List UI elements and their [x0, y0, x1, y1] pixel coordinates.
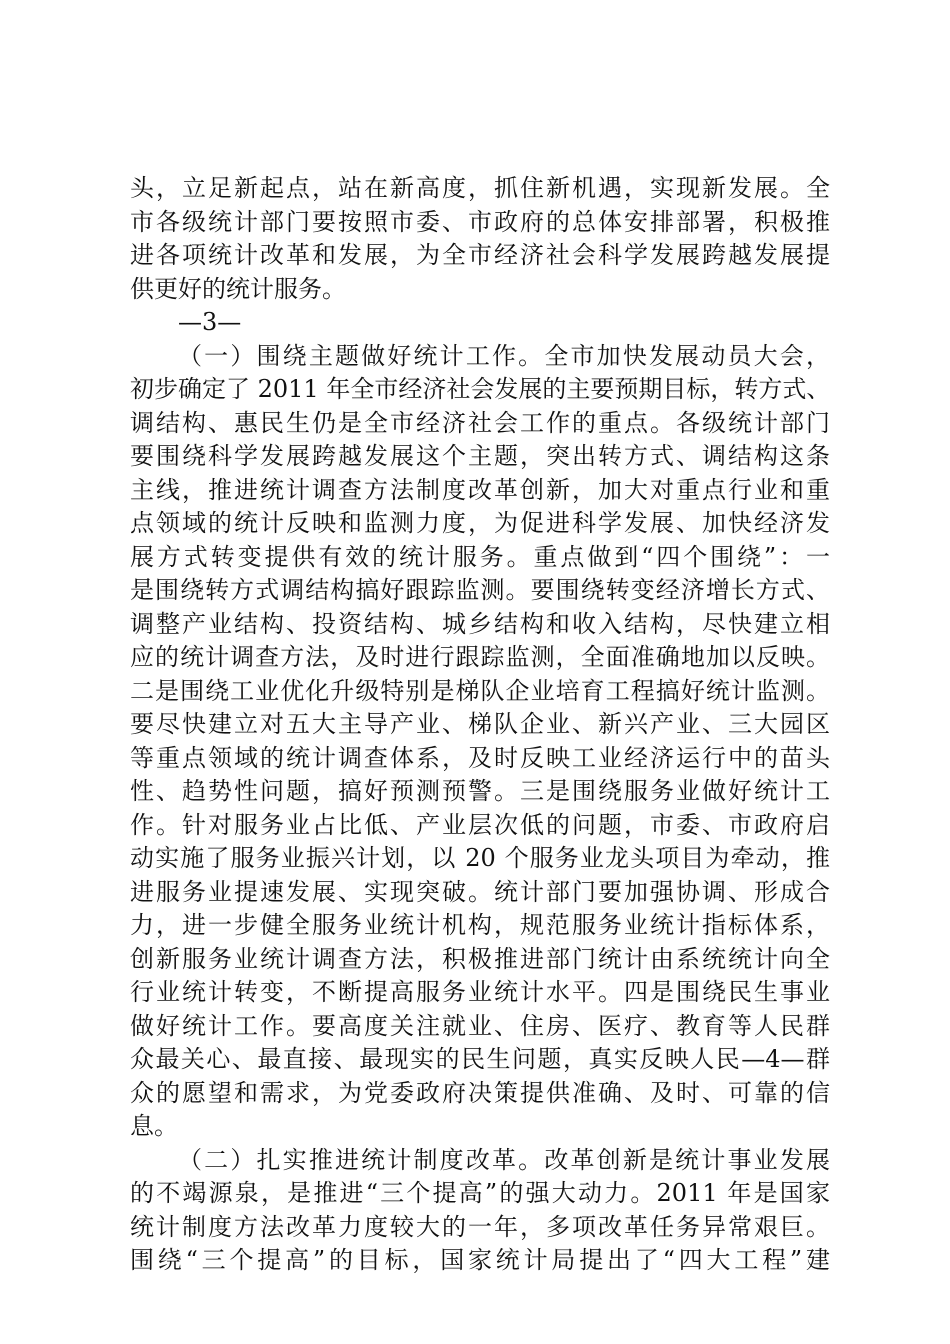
text-line: 息。	[130, 1112, 178, 1140]
text-line: 作。针对服务业占比低、产业层次低的问题，市委、市政府启	[130, 810, 830, 839]
text-line: 点领域的统计反映和监测力度，为促进科学发展、加快经济发	[130, 509, 830, 537]
text-line: 动实施了服务业振兴计划，以 20 个服务业龙头项目为牵动，推	[130, 844, 830, 872]
text-line: 调结构、惠民生仍是全市经济社会工作的重点。各级统计部门	[130, 408, 830, 437]
text-line: 是围绕转方式调结构搞好跟踪监测。要围绕转变经济增长方式、	[130, 576, 830, 604]
text-line: 的不竭源泉，是推进“三个提高”的强大动力。2011 年是国家	[130, 1179, 830, 1207]
text-line: 行业统计转变，不断提高服务业统计水平。四是围绕民生事业	[130, 978, 830, 1006]
text-line: 初步确定了 2011 年全市经济社会发展的主要预期目标，转方式、	[130, 375, 831, 403]
body-text	[130, 172, 830, 1278]
text-line: 围绕“三个提高”的目标，国家统计局提出了“四大工程”建	[130, 1246, 830, 1274]
text-line: 要尽快建立对五大主导产业、梯队企业、新兴产业、三大园区	[130, 710, 830, 738]
text-line: 众的愿望和需求，为党委政府决策提供准确、及时、可靠的信	[130, 1078, 830, 1107]
paragraph-heading-line: （一）围绕主题做好统计工作。全市加快发展动员大会，	[178, 341, 830, 370]
page-number-marker: —3—	[178, 308, 242, 336]
text-line: 进服务业提速发展、实现突破。统计部门要加强协调、形成合	[130, 877, 830, 906]
text-line: 统计制度方法改革力度较大的一年，多项改革任务异常艰巨。	[130, 1212, 830, 1241]
text-line: 创新服务业统计调查方法，积极推进部门统计由系统统计向全	[130, 944, 830, 973]
text-line: 力，进一步健全服务业统计机构，规范服务业统计指标体系，	[130, 911, 830, 939]
text-line: 供更好的统计服务。	[130, 274, 346, 303]
text-line: 要围绕科学发展跨越发展这个主题，突出转方式、调结构这条	[130, 442, 830, 470]
text-line: 性、趋势性问题，搞好预测预警。三是围绕服务业做好统计工	[130, 777, 830, 805]
text-line: 市各级统计部门要按照市委、市政府的总体安排部署，积极推	[130, 207, 830, 236]
text-line: 主线，推进统计调查方法制度改革创新，加大对重点行业和重	[130, 475, 830, 504]
text-line: 调整产业结构、投资结构、城乡结构和收入结构，尽快建立相	[130, 609, 830, 638]
text-line: 进各项统计改革和发展，为全市经济社会科学发展跨越发展提	[130, 241, 830, 269]
text-line: 头，立足新起点，站在新高度，抓住新机遇，实现新发展。全	[130, 174, 830, 202]
text-line: 展方式转变提供有效的统计服务。重点做到“四个围绕”：一	[130, 542, 830, 571]
text-line: 应的统计调查方法，及时进行跟踪监测，全面准确地加以反映。	[130, 643, 830, 671]
text-line: 二是围绕工业优化升级特别是梯队企业培育工程搞好统计监测。	[130, 676, 830, 705]
text-line: 做好统计工作。要高度关注就业、住房、医疗、教育等人民群	[130, 1011, 830, 1040]
text-line: 众最关心、最直接、最现实的民生问题，真实反映人民—4—群	[130, 1045, 830, 1073]
paragraph-heading-line: （二）扎实推进统计制度改革。改革创新是统计事业发展	[178, 1145, 830, 1174]
text-line: 等重点领域的统计调查体系，及时反映工业经济运行中的苗头	[130, 743, 830, 772]
